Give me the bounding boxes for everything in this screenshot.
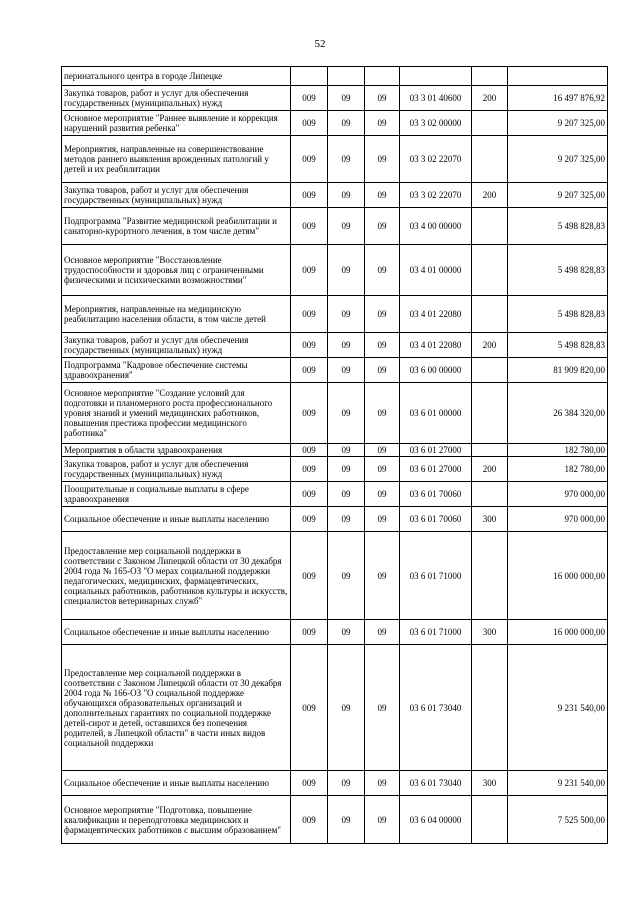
ministry-code: 009: [291, 645, 328, 771]
target-article-code: 03 3 02 22070: [400, 136, 472, 183]
amount: 5 498 828,83: [508, 208, 608, 245]
ministry-code: 009: [291, 507, 328, 532]
table-row: [62, 333, 608, 358]
section-code: 09: [328, 333, 365, 358]
subsection-code: 09: [365, 771, 400, 796]
row-name: Закупка товаров, работ и услуг для обеспечения государственных (муниципальных) нужд: [62, 86, 291, 111]
row-name: Основное мероприятие "Восстановление трудоспособности и здоровья лиц с ограниченными физическими и психическими возможностями": [62, 245, 291, 296]
row-name: Основное мероприятие "Раннее выявление и коррекция нарушений развития ребенка": [62, 111, 291, 136]
budget-table: [61, 66, 608, 844]
subsection-code: 09: [365, 333, 400, 358]
subsection-code: 09: [365, 482, 400, 507]
expense-type-code: 300: [472, 507, 508, 532]
expense-type-code: [472, 383, 508, 444]
section-code: [328, 67, 365, 86]
target-article-code: 03 6 01 00000: [400, 383, 472, 444]
target-article-code: 03 4 01 22080: [400, 333, 472, 358]
subsection-code: 09: [365, 86, 400, 111]
table-row: [62, 86, 608, 111]
expense-type-code: 300: [472, 620, 508, 645]
amount: 970 000,00: [508, 482, 608, 507]
ministry-code: 009: [291, 136, 328, 183]
subsection-code: [365, 67, 400, 86]
ministry-code: 009: [291, 444, 328, 457]
ministry-code: 009: [291, 208, 328, 245]
amount: 5 498 828,83: [508, 296, 608, 333]
amount: 26 384 320,00: [508, 383, 608, 444]
target-article-code: [400, 67, 472, 86]
section-code: 09: [328, 796, 365, 844]
section-code: 09: [328, 183, 365, 208]
amount: 7 525 500,00: [508, 796, 608, 844]
table-row: [62, 67, 608, 86]
ministry-code: 009: [291, 333, 328, 358]
subsection-code: 09: [365, 358, 400, 383]
ministry-code: [291, 67, 328, 86]
subsection-code: 09: [365, 383, 400, 444]
amount: 9 231 540,00: [508, 771, 608, 796]
table-row: [62, 358, 608, 383]
subsection-code: 09: [365, 620, 400, 645]
amount: 16 497 876,92: [508, 86, 608, 111]
expense-type-code: 200: [472, 86, 508, 111]
target-article-code: 03 3 01 40600: [400, 86, 472, 111]
row-name: Мероприятия, направленные на медицинскую реабилитацию населения области, в том числе детей: [62, 296, 291, 333]
subsection-code: 09: [365, 208, 400, 245]
section-code: 09: [328, 208, 365, 245]
subsection-code: 09: [365, 136, 400, 183]
section-code: 09: [328, 620, 365, 645]
amount: 16 000 000,00: [508, 620, 608, 645]
section-code: 09: [328, 507, 365, 532]
target-article-code: 03 6 04 00000: [400, 796, 472, 844]
table-row: [62, 245, 608, 296]
table-row: [62, 771, 608, 796]
expense-type-code: [472, 796, 508, 844]
ministry-code: 009: [291, 358, 328, 383]
target-article-code: 03 6 01 27000: [400, 444, 472, 457]
target-article-code: 03 6 01 71000: [400, 620, 472, 645]
expense-type-code: [472, 482, 508, 507]
subsection-code: 09: [365, 183, 400, 208]
expense-type-code: [472, 208, 508, 245]
row-name: Подпрограмма "Развитие медицинской реабилитации и санаторно-курортного лечения, в том числе детям": [62, 208, 291, 245]
row-name: перинатального центра в городе Липецке: [62, 67, 291, 86]
ministry-code: 009: [291, 183, 328, 208]
target-article-code: 03 6 01 70060: [400, 507, 472, 532]
amount: [508, 67, 608, 86]
table-row: [62, 507, 608, 532]
section-code: 09: [328, 444, 365, 457]
target-article-code: 03 6 01 73040: [400, 645, 472, 771]
table-row: [62, 645, 608, 771]
subsection-code: 09: [365, 457, 400, 482]
expense-type-code: 300: [472, 771, 508, 796]
table-row: [62, 383, 608, 444]
section-code: 09: [328, 86, 365, 111]
expense-type-code: [472, 296, 508, 333]
amount: 9 207 325,00: [508, 136, 608, 183]
target-article-code: 03 4 01 00000: [400, 245, 472, 296]
subsection-code: 09: [365, 444, 400, 457]
target-article-code: 03 6 00 00000: [400, 358, 472, 383]
expense-type-code: 200: [472, 457, 508, 482]
subsection-code: 09: [365, 507, 400, 532]
ministry-code: 009: [291, 620, 328, 645]
table-row: [62, 796, 608, 844]
target-article-code: 03 4 00 00000: [400, 208, 472, 245]
table-row: [62, 532, 608, 620]
amount: 182 780,00: [508, 444, 608, 457]
table-row: [62, 111, 608, 136]
amount: 182 780,00: [508, 457, 608, 482]
table-row: [62, 457, 608, 482]
section-code: 09: [328, 136, 365, 183]
expense-type-code: [472, 245, 508, 296]
expense-type-code: [472, 136, 508, 183]
section-code: 09: [328, 245, 365, 296]
row-name: Мероприятия в области здравоохранения: [62, 444, 291, 457]
ministry-code: 009: [291, 86, 328, 111]
amount: 9 207 325,00: [508, 111, 608, 136]
row-name: Закупка товаров, работ и услуг для обеспечения государственных (муниципальных) нужд: [62, 333, 291, 358]
section-code: 09: [328, 482, 365, 507]
target-article-code: 03 4 01 22080: [400, 296, 472, 333]
row-name: Закупка товаров, работ и услуг для обеспечения государственных (муниципальных) нужд: [62, 457, 291, 482]
amount: 5 498 828,83: [508, 245, 608, 296]
table-row: [62, 482, 608, 507]
ministry-code: 009: [291, 111, 328, 136]
ministry-code: 009: [291, 457, 328, 482]
table-row: [62, 208, 608, 245]
table-row: [62, 183, 608, 208]
expense-type-code: [472, 67, 508, 86]
expense-type-code: 200: [472, 183, 508, 208]
target-article-code: 03 6 01 70060: [400, 482, 472, 507]
target-article-code: 03 6 01 71000: [400, 532, 472, 620]
section-code: 09: [328, 771, 365, 796]
row-name: Поощрительные и социальные выплаты в сфере здравоохранения: [62, 482, 291, 507]
expense-type-code: 200: [472, 333, 508, 358]
expense-type-code: [472, 111, 508, 136]
section-code: 09: [328, 111, 365, 136]
amount: 970 000,00: [508, 507, 608, 532]
table-row: [62, 136, 608, 183]
row-name: Основное мероприятие "Создание условий для подготовки и планомерного роста профессионального уровня знаний и умений медицинских работников, повышения престижа профессии медицинского работника": [62, 383, 291, 444]
ministry-code: 009: [291, 796, 328, 844]
amount: 9 231 540,00: [508, 645, 608, 771]
subsection-code: 09: [365, 796, 400, 844]
section-code: 09: [328, 532, 365, 620]
target-article-code: 03 6 01 27000: [400, 457, 472, 482]
subsection-code: 09: [365, 245, 400, 296]
row-name: Подпрограмма "Кадровое обеспечение системы здравоохранения": [62, 358, 291, 383]
amount: 9 207 325,00: [508, 183, 608, 208]
table-row: [62, 620, 608, 645]
row-name: Социальное обеспечение и иные выплаты населению: [62, 771, 291, 796]
subsection-code: 09: [365, 296, 400, 333]
table-row: [62, 296, 608, 333]
subsection-code: 09: [365, 532, 400, 620]
table-row: [62, 444, 608, 457]
ministry-code: 009: [291, 532, 328, 620]
expense-type-code: [472, 645, 508, 771]
expense-type-code: [472, 358, 508, 383]
ministry-code: 009: [291, 383, 328, 444]
row-name: Основное мероприятие "Подготовка, повышение квалификации и переподготовка медицинских и фармацевтических работников с высшим образованием": [62, 796, 291, 844]
ministry-code: 009: [291, 771, 328, 796]
amount: 5 498 828,83: [508, 333, 608, 358]
expense-type-code: [472, 444, 508, 457]
section-code: 09: [328, 383, 365, 444]
row-name: Закупка товаров, работ и услуг для обеспечения государственных (муниципальных) нужд: [62, 183, 291, 208]
subsection-code: 09: [365, 645, 400, 771]
section-code: 09: [328, 358, 365, 383]
section-code: 09: [328, 296, 365, 333]
row-name: Социальное обеспечение и иные выплаты населению: [62, 507, 291, 532]
row-name: Мероприятия, направленные на совершенствование методов раннего выявления врожденных патологий у детей и их реабилитации: [62, 136, 291, 183]
ministry-code: 009: [291, 245, 328, 296]
row-name: Предоставление мер социальной поддержки в соответствии с Законом Липецкой области от 30 декабря 2004 года № 166-ОЗ "О социальной поддержке обучающихся образовательных организаций и дополнительных гарантиях по социальной поддержке детей-сирот и детей, оставшихся без попечения родителей, в Липецкой области" в части иных видов социальной поддержки: [62, 645, 291, 771]
amount: 16 000 000,00: [508, 532, 608, 620]
target-article-code: 03 3 02 00000: [400, 111, 472, 136]
target-article-code: 03 3 02 22070: [400, 183, 472, 208]
row-name: Предоставление мер социальной поддержки в соответствии с Законом Липецкой области от 30 декабря 2004 года № 165-ОЗ "О мерах социальной поддержки педагогических, медицинских, фармацевтических, социальных работников, работников культуры и искусств, специалистов ветеринарных служб": [62, 532, 291, 620]
ministry-code: 009: [291, 482, 328, 507]
ministry-code: 009: [291, 296, 328, 333]
target-article-code: 03 6 01 73040: [400, 771, 472, 796]
subsection-code: 09: [365, 111, 400, 136]
section-code: 09: [328, 457, 365, 482]
row-name: Социальное обеспечение и иные выплаты населению: [62, 620, 291, 645]
page-number: 52: [314, 38, 326, 50]
amount: 81 909 820,00: [508, 358, 608, 383]
expense-type-code: [472, 532, 508, 620]
section-code: 09: [328, 645, 365, 771]
